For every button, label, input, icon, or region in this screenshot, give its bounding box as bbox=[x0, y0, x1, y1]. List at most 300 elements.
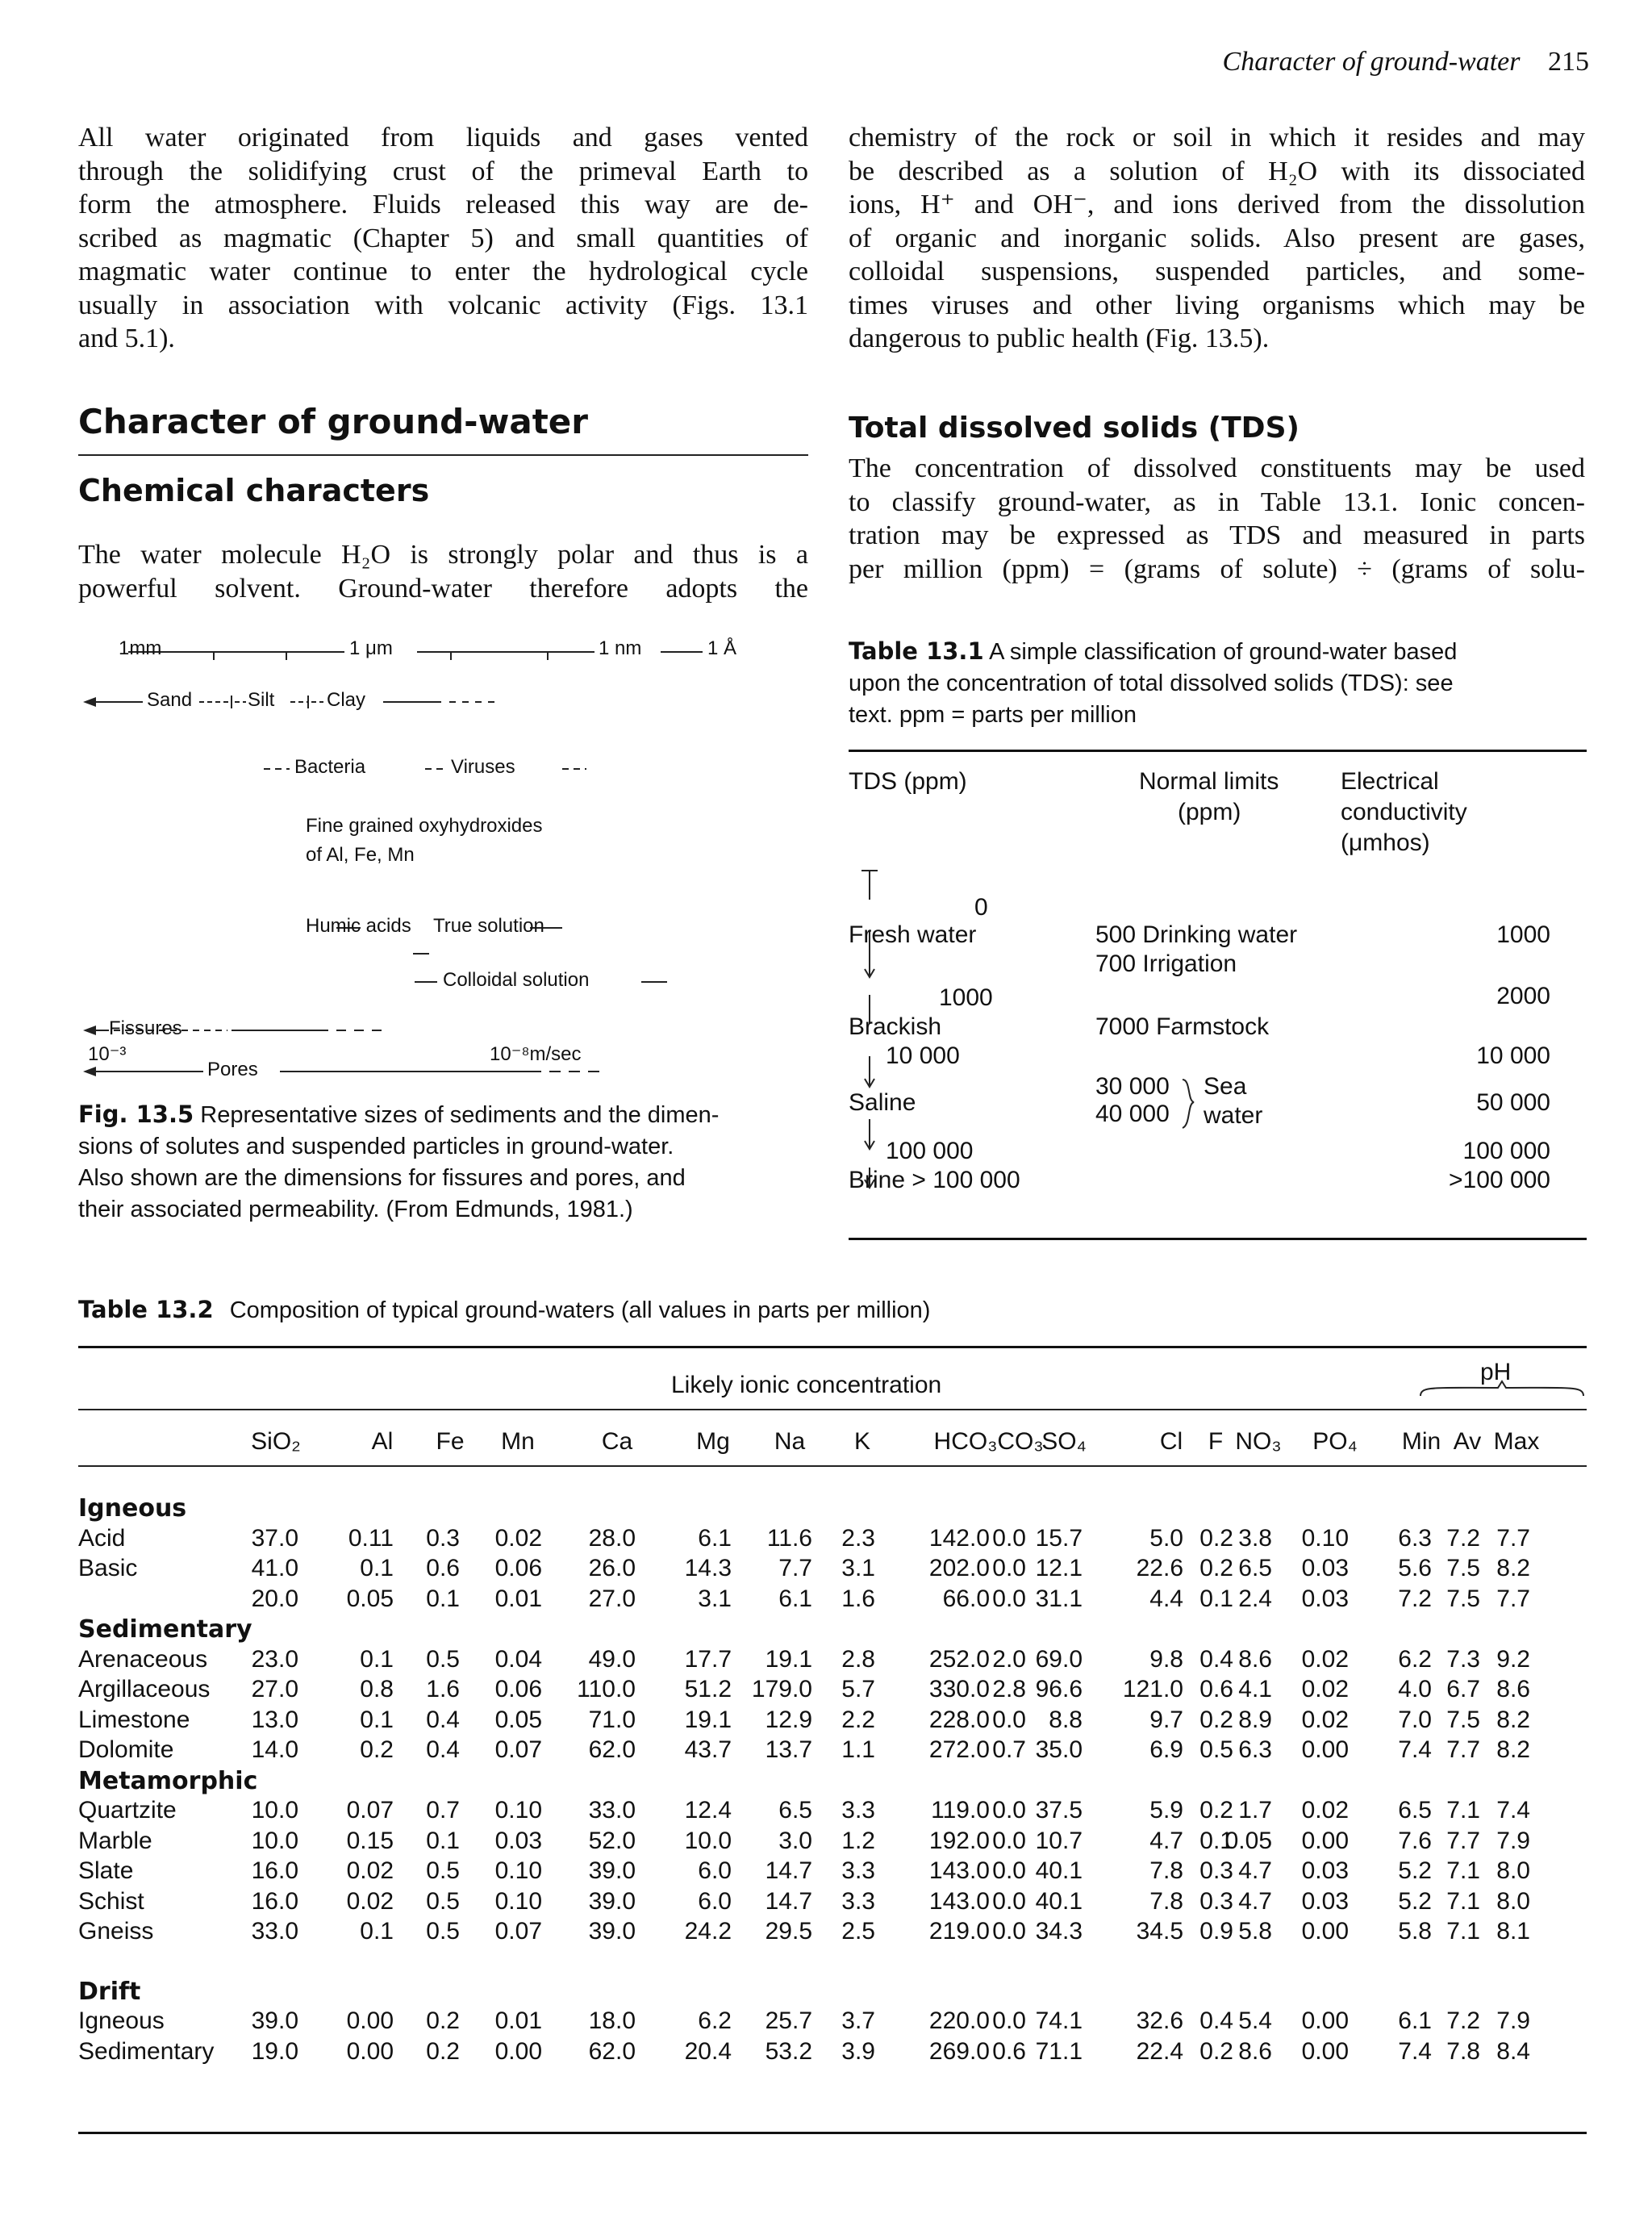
table-cell: 7.7 bbox=[778, 1555, 812, 1581]
table-cell: 22.6 bbox=[1136, 1555, 1183, 1581]
fig-label-perm-left: 10⁻³ bbox=[88, 1043, 127, 1065]
table-cell: 0.02 bbox=[1301, 1797, 1349, 1824]
table-cell: 8.0 bbox=[1496, 1857, 1530, 1884]
t1-ec-4: 50 000 bbox=[1476, 1089, 1550, 1116]
table-cell: 4.7 bbox=[1238, 1857, 1272, 1884]
table-cell: 8.6 bbox=[1496, 1676, 1530, 1702]
table-cell: 4.7 bbox=[1149, 1827, 1183, 1854]
ph-brace-icon bbox=[1417, 1380, 1587, 1399]
table-cell: 2.8 bbox=[841, 1645, 875, 1673]
table-cell: 0.0 bbox=[992, 1887, 1026, 1915]
table-13-1-label: Table 13.1 bbox=[849, 637, 984, 665]
table-cell: 0.00 bbox=[1301, 1827, 1349, 1854]
group-heading: Igneous bbox=[78, 1494, 187, 1523]
table-cell: 19.1 bbox=[765, 1645, 812, 1673]
table-13-1-bottom-rule bbox=[849, 1238, 1587, 1240]
column-header: K bbox=[853, 1428, 871, 1455]
fig-label-clay: Clay bbox=[327, 689, 366, 711]
table-cell: 6.0 bbox=[698, 1887, 732, 1915]
arrow-head bbox=[83, 697, 96, 707]
t1-ec-5: 100 000 bbox=[1462, 1138, 1550, 1164]
table-cell: 7.7 bbox=[1496, 1524, 1530, 1552]
text-line: dangerous to public health (Fig. 13.5). bbox=[849, 324, 1270, 353]
t1-ec-6: >100 000 bbox=[1449, 1167, 1550, 1193]
table-cell: 252.0 bbox=[928, 1645, 990, 1673]
table-cell: 3.1 bbox=[841, 1555, 875, 1581]
table-cell: 6.2 bbox=[1398, 1645, 1432, 1673]
table-cell: 8.9 bbox=[1238, 1706, 1272, 1733]
text-line: tration may be expressed as TDS and measured in parts bbox=[849, 520, 1585, 550]
table-cell: 5.4 bbox=[1238, 2007, 1272, 2034]
text-line: ions, H⁺ and OH⁻, and ions derived from the dissolution bbox=[849, 190, 1585, 219]
table-cell: 3.1 bbox=[698, 1585, 732, 1612]
table-cell: 6.1 bbox=[1398, 2007, 1432, 2034]
table-cell: 7.0 bbox=[1398, 1706, 1432, 1733]
ph-header: pH bbox=[1480, 1359, 1512, 1385]
table-cell: 0.5 bbox=[1199, 1736, 1233, 1763]
arrow-head bbox=[83, 1026, 96, 1035]
table-cell: 10.0 bbox=[251, 1797, 298, 1824]
caption-line: A simple classification of ground-water based bbox=[989, 639, 1458, 665]
t1-water-word: water bbox=[1204, 1102, 1263, 1129]
table-cell: 7.9 bbox=[1496, 1827, 1530, 1854]
table-cell: 0.5 bbox=[426, 1887, 460, 1915]
table-cell: 5.8 bbox=[1238, 1918, 1272, 1945]
running-header bbox=[1223, 47, 1589, 77]
table-cell: 0.2 bbox=[1199, 1706, 1233, 1733]
column-header: Mn bbox=[501, 1428, 535, 1455]
brace-icon bbox=[1178, 1072, 1200, 1136]
text-line: times viruses and other living organisms which may be bbox=[849, 290, 1585, 320]
column-header: Mg bbox=[696, 1428, 730, 1455]
table-cell: 0.2 bbox=[1199, 1797, 1233, 1824]
table-cell: 2.2 bbox=[841, 1706, 875, 1733]
table-cell: 24.2 bbox=[684, 1918, 732, 1945]
section-rule bbox=[78, 454, 808, 456]
text-line: per million (ppm) = (grams of solute) ÷ (grams of solu- bbox=[849, 554, 1585, 584]
t1-col-ec: Electrical bbox=[1341, 768, 1439, 795]
fig-label-oxyhydroxides-2: of Al, Fe, Mn bbox=[306, 844, 415, 866]
left-paragraph-2 bbox=[78, 538, 808, 605]
table-cell: 29.5 bbox=[765, 1918, 812, 1945]
table-cell: 0.00 bbox=[346, 2037, 394, 2065]
fig-label-1nm: 1 nm bbox=[599, 637, 642, 659]
table-cell: 15.7 bbox=[1035, 1524, 1083, 1552]
table-cell: 0.1 bbox=[1199, 1827, 1233, 1854]
table-cell: 0.2 bbox=[426, 2007, 460, 2034]
table-cell: 6.0 bbox=[698, 1857, 732, 1884]
left-paragraph-1 bbox=[78, 121, 808, 356]
table-cell: 269.0 bbox=[928, 2037, 990, 2065]
table-cell: 0.05 bbox=[494, 1706, 542, 1733]
table-cell: 110.0 bbox=[577, 1676, 636, 1702]
table-cell: 5.7 bbox=[841, 1676, 875, 1702]
text-line: scribed as magmatic (Chapter 5) and small quantities of bbox=[78, 223, 808, 253]
table-cell: 41.0 bbox=[251, 1555, 298, 1581]
table-cell: 7.5 bbox=[1446, 1585, 1480, 1612]
table-cell: 7.5 bbox=[1446, 1555, 1480, 1581]
table-cell: 0.00 bbox=[1301, 1736, 1349, 1763]
table-cell: 39.0 bbox=[588, 1918, 636, 1945]
table-cell: 0.1 bbox=[360, 1555, 394, 1581]
fig-label-1mm: 1mm bbox=[119, 637, 162, 659]
table-cell: 12.9 bbox=[765, 1706, 812, 1733]
table-cell: 71.1 bbox=[1035, 2037, 1083, 2065]
table-cell: 6.2 bbox=[698, 2007, 732, 2034]
fig-label-silt: Silt bbox=[248, 689, 275, 711]
table-cell: 142.0 bbox=[928, 1524, 990, 1552]
table-cell: 0.2 bbox=[1199, 2037, 1233, 2065]
table-cell: 8.0 bbox=[1496, 1887, 1530, 1915]
table-cell: 7.2 bbox=[1446, 1524, 1480, 1552]
table-cell: 219.0 bbox=[928, 1918, 990, 1945]
table-cell: 0.0 bbox=[992, 1524, 1026, 1552]
table-cell: 0.03 bbox=[1301, 1555, 1349, 1581]
table-cell: 39.0 bbox=[588, 1857, 636, 1884]
text-line: magmatic water continue to enter the hydrological cycle bbox=[78, 257, 808, 286]
table-cell: 12.1 bbox=[1035, 1555, 1083, 1581]
table-cell: 7.7 bbox=[1446, 1827, 1480, 1854]
table-cell: 0.0 bbox=[992, 1827, 1026, 1854]
row-label: Schist bbox=[78, 1887, 144, 1915]
table-cell: 14.7 bbox=[765, 1857, 812, 1884]
table-cell: 0.0 bbox=[992, 1706, 1026, 1733]
text-line: powerful solvent. Ground-water therefore adopts the bbox=[78, 573, 808, 604]
table-cell: 7.4 bbox=[1398, 1736, 1432, 1763]
arrow-head bbox=[83, 1067, 96, 1076]
table-cell: 8.6 bbox=[1238, 1645, 1272, 1673]
table-cell: 0.02 bbox=[1301, 1676, 1349, 1702]
table-cell: 10.7 bbox=[1035, 1827, 1083, 1854]
table-cell: 7.2 bbox=[1398, 1585, 1432, 1612]
table-cell: 7.1 bbox=[1446, 1857, 1480, 1884]
t1-class-brackish: Brackish bbox=[849, 1013, 942, 1040]
caption-line: Also shown are the dimensions for fissures and pores, and bbox=[78, 1165, 686, 1191]
t1-tds-1000: 1000 bbox=[939, 984, 993, 1011]
table-cell: 3.7 bbox=[841, 2007, 875, 2034]
tds-title: Total dissolved solids (TDS) bbox=[849, 411, 1299, 445]
table-cell: 5.2 bbox=[1398, 1887, 1432, 1915]
table-cell: 14.3 bbox=[684, 1555, 732, 1581]
column-header: Cl bbox=[1159, 1428, 1183, 1455]
table-cell: 3.3 bbox=[841, 1797, 875, 1824]
table-cell: 0.11 bbox=[348, 1524, 394, 1552]
table-cell: 1.1 bbox=[841, 1736, 875, 1763]
table-cell: 0.07 bbox=[346, 1797, 394, 1824]
table-cell: 34.5 bbox=[1136, 1918, 1183, 1945]
table-cell: 8.4 bbox=[1496, 2037, 1530, 2065]
table-cell: 7.6 bbox=[1398, 1827, 1432, 1854]
table-cell: 143.0 bbox=[928, 1887, 990, 1915]
table-cell: 0.5 bbox=[426, 1857, 460, 1884]
table-cell: 10.0 bbox=[251, 1827, 298, 1854]
table-cell: 11.6 bbox=[766, 1524, 812, 1552]
table-cell: 5.9 bbox=[1149, 1797, 1183, 1824]
table-cell: 7.9 bbox=[1496, 2007, 1530, 2034]
fig-label-fissures: Fissures bbox=[109, 1017, 182, 1039]
row-label: Argillaceous bbox=[78, 1676, 211, 1702]
table-cell: 7.1 bbox=[1446, 1887, 1480, 1915]
table-cell: 74.1 bbox=[1035, 2007, 1083, 2034]
figure-13-5 bbox=[78, 629, 808, 1146]
row-label: Gneiss bbox=[78, 1918, 154, 1945]
table-cell: 18.0 bbox=[588, 2007, 636, 2034]
text-line: of organic and inorganic solids. Also present are gases, bbox=[849, 223, 1585, 253]
table-cell: 0.00 bbox=[346, 2007, 394, 2034]
table-cell: 52.0 bbox=[588, 1827, 636, 1854]
column-header: F bbox=[1208, 1428, 1224, 1455]
table-cell: 7.1 bbox=[1446, 1797, 1480, 1824]
column-header: Fe bbox=[436, 1428, 465, 1455]
table-cell: 179.0 bbox=[751, 1676, 812, 1702]
t1-ec-2: 2000 bbox=[1496, 983, 1550, 1009]
table-cell: 0.4 bbox=[426, 1736, 460, 1763]
table-cell: 0.0 bbox=[992, 2007, 1026, 2034]
table-cell: 0.4 bbox=[1199, 2007, 1233, 2034]
t1-limit-farmstock: 7000 Farmstock bbox=[1095, 1013, 1270, 1040]
table-cell: 2.8 bbox=[992, 1676, 1026, 1702]
table-cell: 7.2 bbox=[1446, 2007, 1480, 2034]
table-cell: 0.8 bbox=[360, 1676, 394, 1702]
table-cell: 272.0 bbox=[928, 1736, 990, 1763]
table-cell: 20.0 bbox=[251, 1585, 298, 1612]
text-line: usually in association with volcanic activity (Figs. 13.1 bbox=[78, 290, 808, 320]
row-label: Acid bbox=[78, 1524, 126, 1552]
row-label: Marble bbox=[78, 1827, 152, 1854]
table-cell: 0.03 bbox=[494, 1827, 542, 1854]
table-cell: 1.2 bbox=[841, 1827, 875, 1854]
group-heading: Drift bbox=[78, 1977, 141, 2006]
table-cell: 1.7 bbox=[1238, 1797, 1272, 1824]
table-cell: 6.9 bbox=[1149, 1736, 1183, 1763]
table-cell: 12.4 bbox=[684, 1797, 732, 1824]
t1-sea-word: Sea bbox=[1204, 1073, 1247, 1100]
table-cell: 0.10 bbox=[494, 1857, 542, 1884]
table-cell: 62.0 bbox=[588, 1736, 636, 1763]
table-cell: 5.8 bbox=[1398, 1918, 1432, 1945]
row-label: Dolomite bbox=[78, 1736, 174, 1763]
fig-label-perm-right: 10⁻⁸m/sec bbox=[490, 1043, 582, 1065]
table-cell: 6.1 bbox=[698, 1524, 732, 1552]
right-paragraph-1 bbox=[849, 121, 1585, 356]
column-header: Al bbox=[371, 1428, 394, 1455]
table-cell: 0.03 bbox=[1301, 1887, 1349, 1915]
table-cell: 4.1 bbox=[1238, 1676, 1272, 1702]
table-cell: 0.06 bbox=[494, 1676, 542, 1702]
table-cell: 0.7 bbox=[426, 1797, 460, 1824]
table-cell: 0.6 bbox=[1199, 1676, 1233, 1702]
row-label: Igneous bbox=[78, 2007, 165, 2034]
column-header: SO₄ bbox=[1041, 1428, 1087, 1455]
row-label: Limestone bbox=[78, 1706, 190, 1733]
table-cell: 35.0 bbox=[1035, 1736, 1083, 1763]
table-cell: 220.0 bbox=[928, 2007, 990, 2034]
figure-caption-label: Fig. 13.5 bbox=[78, 1101, 194, 1128]
table-cell: 40.1 bbox=[1035, 1857, 1083, 1884]
t1-tds-0: 0 bbox=[974, 894, 988, 921]
table-cell: 39.0 bbox=[588, 1887, 636, 1915]
table-cell: 0.02 bbox=[346, 1857, 394, 1884]
table-cell: 51.2 bbox=[684, 1676, 732, 1702]
table-cell: 0.4 bbox=[426, 1706, 460, 1733]
text-line: and 5.1). bbox=[78, 324, 175, 353]
subsection-title: Chemical characters bbox=[78, 473, 430, 508]
table-cell: 9.8 bbox=[1149, 1645, 1183, 1673]
group-heading: Metamorphic bbox=[78, 1766, 258, 1795]
table-cell: 0.00 bbox=[1301, 2007, 1349, 2034]
table-cell: 4.0 bbox=[1398, 1676, 1432, 1702]
caption-line: text. ppm = parts per million bbox=[849, 702, 1137, 728]
fig-label-bacteria: Bacteria bbox=[294, 756, 366, 778]
table-cell: 3.9 bbox=[841, 2037, 875, 2065]
t1-tds-10000: 10 000 bbox=[886, 1042, 960, 1069]
t1-limit-drinking: 500 Drinking water bbox=[1095, 921, 1298, 948]
table-13-2-caption-text: Composition of typical ground-waters (all values in parts per million) bbox=[229, 1297, 931, 1323]
column-header: CO₃ bbox=[997, 1428, 1044, 1455]
table-cell: 49.0 bbox=[588, 1645, 636, 1673]
table-cell: 0.05 bbox=[1224, 1827, 1272, 1854]
t1-limit-irrigation: 700 Irrigation bbox=[1095, 950, 1237, 977]
table-cell: 0.0 bbox=[992, 1918, 1026, 1945]
table-cell: 0.6 bbox=[426, 1555, 460, 1581]
table-cell: 5.6 bbox=[1398, 1555, 1432, 1581]
t1-class-brine: Brine > 100 000 bbox=[849, 1167, 1020, 1193]
table-cell: 28.0 bbox=[588, 1524, 636, 1552]
tds-paragraph bbox=[849, 452, 1585, 586]
table-cell: 3.8 bbox=[1238, 1524, 1272, 1552]
column-header: Ca bbox=[601, 1428, 633, 1455]
table-cell: 7.7 bbox=[1446, 1736, 1480, 1763]
caption-line: Representative sizes of sediments and the dimen- bbox=[200, 1102, 720, 1128]
table-cell: 8.2 bbox=[1496, 1736, 1530, 1763]
table-cell: 22.4 bbox=[1136, 2037, 1183, 2065]
table-cell: 0.05 bbox=[346, 1585, 394, 1612]
table-cell: 23.0 bbox=[251, 1645, 298, 1673]
table-cell: 0.01 bbox=[494, 2007, 542, 2034]
text-line: through the solidifying crust of the primeval Earth to bbox=[78, 156, 808, 186]
text-line: The concentration of dissolved constituents may be used bbox=[849, 453, 1585, 483]
t1-limit-sea-1: 30 000 bbox=[1095, 1073, 1170, 1100]
figure-caption bbox=[78, 1099, 808, 1226]
table-cell: 0.02 bbox=[1301, 1706, 1349, 1733]
span-header: Likely ionic concentration bbox=[671, 1372, 942, 1398]
table-cell: 0.00 bbox=[494, 2037, 542, 2065]
header-title: Character of ground-water bbox=[1222, 47, 1521, 77]
table-cell: 14.0 bbox=[251, 1736, 298, 1763]
table-cell: 27.0 bbox=[251, 1676, 298, 1702]
table-cell: 0.07 bbox=[494, 1918, 542, 1945]
table-cell: 25.7 bbox=[765, 2007, 812, 2034]
table-cell: 2.3 bbox=[841, 1524, 875, 1552]
table-cell: 0.1 bbox=[1199, 1585, 1233, 1612]
table-cell: 13.7 bbox=[765, 1736, 812, 1763]
table-cell: 53.2 bbox=[765, 2037, 812, 2065]
table-cell: 7.8 bbox=[1149, 1887, 1183, 1915]
table-cell: 32.6 bbox=[1136, 2007, 1183, 2034]
table-cell: 0.15 bbox=[346, 1827, 394, 1854]
table-cell: 6.3 bbox=[1398, 1524, 1432, 1552]
fig-label-humic: Humic acids bbox=[306, 915, 411, 937]
table-cell: 19.1 bbox=[684, 1706, 732, 1733]
fig-label-1um: 1 μm bbox=[349, 637, 393, 659]
table-cell: 7.4 bbox=[1398, 2037, 1432, 2065]
table-cell: 31.1 bbox=[1035, 1585, 1083, 1612]
table-cell: 8.1 bbox=[1496, 1918, 1530, 1945]
row-label: Quartzite bbox=[78, 1797, 177, 1824]
table-13-2-label: Table 13.2 bbox=[78, 1296, 214, 1323]
table-cell: 7.1 bbox=[1446, 1918, 1480, 1945]
table-cell: 39.0 bbox=[251, 2007, 298, 2034]
table-cell: 27.0 bbox=[588, 1585, 636, 1612]
t1-tds-100000: 100 000 bbox=[886, 1138, 974, 1164]
table-cell: 1.6 bbox=[426, 1676, 460, 1702]
fig-label-true-solution: True solution bbox=[433, 915, 544, 937]
table-cell: 4.4 bbox=[1149, 1585, 1183, 1612]
table-cell: 6.7 bbox=[1446, 1676, 1480, 1702]
table-cell: 40.1 bbox=[1035, 1887, 1083, 1915]
table-cell: 0.1 bbox=[360, 1706, 394, 1733]
table-cell: 2.4 bbox=[1238, 1585, 1272, 1612]
table-cell: 8.2 bbox=[1496, 1555, 1530, 1581]
table-cell: 17.7 bbox=[684, 1645, 732, 1673]
row-label: Sedimentary bbox=[78, 2037, 215, 2065]
table-cell: 34.3 bbox=[1035, 1918, 1083, 1945]
column-header: Max bbox=[1493, 1428, 1540, 1455]
text-line: colloidal suspensions, suspended particles, and some- bbox=[849, 257, 1585, 286]
table-cell: 0.3 bbox=[1199, 1857, 1233, 1884]
row-label: Basic bbox=[78, 1555, 138, 1581]
table-cell: 0.00 bbox=[1301, 2037, 1349, 2065]
table-cell: 7.8 bbox=[1149, 1857, 1183, 1884]
table-cell: 26.0 bbox=[588, 1555, 636, 1581]
table-cell: 0.7 bbox=[992, 1736, 1026, 1763]
table-cell: 0.2 bbox=[426, 2037, 460, 2065]
t1-ec-3: 10 000 bbox=[1476, 1042, 1550, 1069]
text-line: The water molecule H₂O is strongly polar and thus is a bbox=[78, 540, 808, 570]
table-cell: 10.0 bbox=[684, 1827, 732, 1854]
table-13-1-caption bbox=[849, 636, 1587, 731]
table-cell: 0.02 bbox=[494, 1524, 542, 1552]
text-line: All water originated from liquids and gases vented bbox=[78, 123, 808, 152]
table-cell: 7.4 bbox=[1496, 1797, 1530, 1824]
table-cell: 202.0 bbox=[928, 1555, 990, 1581]
table-cell: 0.1 bbox=[426, 1827, 460, 1854]
row-label: Slate bbox=[78, 1857, 134, 1884]
table-cell: 0.10 bbox=[494, 1797, 542, 1824]
t1-col-normal-unit: (ppm) bbox=[1178, 799, 1241, 825]
page-number: 215 bbox=[1548, 47, 1589, 77]
table-cell: 0.03 bbox=[1301, 1857, 1349, 1884]
table-cell: 5.0 bbox=[1149, 1524, 1183, 1552]
text-line: be described as a solution of H₂O with its dissociated bbox=[849, 156, 1585, 186]
table-cell: 3.0 bbox=[778, 1827, 812, 1854]
table-cell: 6.5 bbox=[1238, 1555, 1272, 1581]
fig-label-colloidal: Colloidal solution bbox=[443, 969, 590, 991]
table-cell: 0.4 bbox=[1199, 1645, 1233, 1673]
table-cell: 20.4 bbox=[684, 2037, 732, 2065]
table-cell: 37.0 bbox=[251, 1524, 298, 1552]
fig-label-1a: 1 Å bbox=[707, 637, 737, 659]
table-cell: 37.5 bbox=[1035, 1797, 1083, 1824]
table-cell: 0.3 bbox=[1199, 1887, 1233, 1915]
table-cell: 6.1 bbox=[778, 1585, 812, 1612]
table-cell: 0.0 bbox=[992, 1857, 1026, 1884]
text-line: chemistry of the rock or soil in which it resides and may bbox=[849, 123, 1585, 152]
t1-col-ec-unit: (μmhos) bbox=[1341, 829, 1430, 856]
table-cell: 43.7 bbox=[684, 1736, 732, 1763]
table-cell: 19.0 bbox=[251, 2037, 298, 2065]
column-header: PO₄ bbox=[1312, 1428, 1358, 1455]
